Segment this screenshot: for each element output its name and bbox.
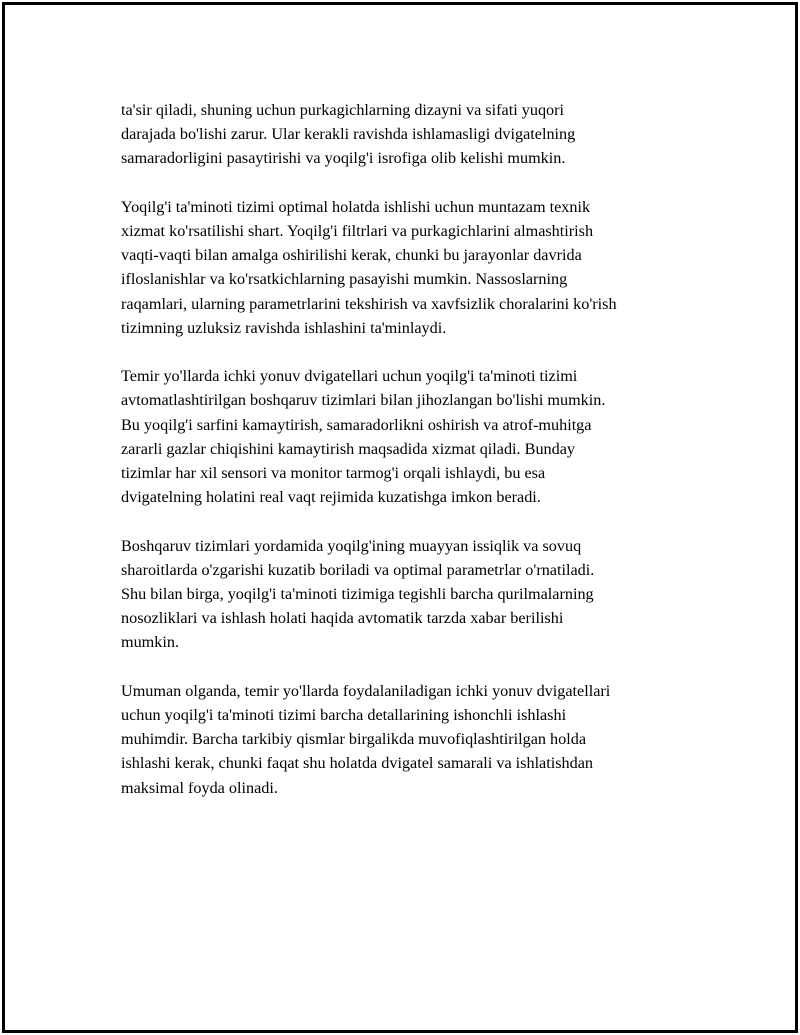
text-line: tizimlar har xil sensori va monitor tarmog'i orqali ishlaydi, bu esa: [121, 464, 546, 483]
text-line: Shu bilan birga, yoqilg'i ta'minoti tizimiga tegishli barcha qurilmalarning: [121, 585, 594, 604]
text-line: Boshqaruv tizimlari yordamida yoqilg'ining muayyan issiqlik va sovuq: [121, 536, 582, 555]
text-line: ishlashi kerak, chunki faqat shu holatda dvigatel samarali va ishlatishdan: [121, 754, 594, 773]
text-line: ifloslanishlar va ko'rsatkichlarning pasayishi mumkin. Nassoslarning: [121, 270, 568, 289]
text-line: Temir yo'llarda ichki yonuv dvigatellari uchun yoqilg'i ta'minoti tizimi: [121, 367, 578, 386]
paragraph: [121, 98, 701, 171]
text-line: samaradorligini pasaytirishi va yoqilg'i isrofiga olib kelishi mumkin.: [121, 149, 566, 168]
paragraph: [121, 364, 701, 509]
text-line: darajada bo'lishi zarur. Ular kerakli ravishda ishlamasligi dvigatelning: [121, 125, 576, 144]
text-line: ta'sir qiladi, shuning uchun purkagichlarning dizayni va sifati yuqori: [121, 101, 565, 119]
text-line: mumkin.: [121, 633, 180, 652]
document-body: [121, 98, 701, 824]
text-line: muhimdir. Barcha tarkibiy qismlar birgalikda muvofiqlashtirilgan holda: [121, 730, 587, 749]
text-line: Yoqilg'i ta'minoti tizimi optimal holatda ishlishi uchun muntazam texnik: [121, 197, 591, 216]
text-line: uchun yoqilg'i ta'minoti tizimi barcha detallarining ishonchli ishlashi: [121, 706, 567, 725]
paragraph: [121, 534, 701, 655]
text-line: zararli gazlar chiqishini kamaytirish maqsadida xizmat qiladi. Bunday: [121, 439, 576, 458]
text-line: Bu yoqilg'i sarfini kamaytirish, samaradorlikni oshirish va atrof-muhitga: [121, 415, 592, 434]
text-line: xizmat ko'rsatilishi shart. Yoqilg'i filtrlari va purkagichlarini almashtirish: [121, 222, 594, 240]
text-line: vaqti-vaqti bilan amalga oshirilishi kerak, chunki bu jarayonlar davrida: [121, 246, 582, 265]
paragraph: [121, 679, 701, 800]
text-line: tizimning uzluksiz ravishda ishlashini ta'minlaydi.: [121, 318, 447, 337]
text-line: avtomatlashtirilgan boshqaruv tizimlari bilan jihozlangan bo'lishi mumkin.: [121, 391, 606, 410]
text-line: nosozliklari va ishlash holati haqida avtomatik tarzda xabar berilishi: [121, 609, 564, 628]
text-line: dvigatelning holatini real vaqt rejimida kuzatishga imkon beradi.: [121, 488, 541, 507]
text-line: maksimal foyda olinadi.: [121, 778, 278, 797]
text-line: raqamlari, ularning parametrlarini tekshirish va xavfsizlik choralarini ko'rish: [121, 294, 617, 313]
page-frame: [2, 2, 798, 1033]
paragraph: [121, 195, 701, 340]
text-line: sharoitlarda o'zgarishi kuzatib boriladi va optimal parametrlar o'rnatiladi.: [121, 560, 595, 579]
text-line: Umuman olganda, temir yo'llarda foydalaniladigan ichki yonuv dvigatellari: [121, 681, 611, 700]
